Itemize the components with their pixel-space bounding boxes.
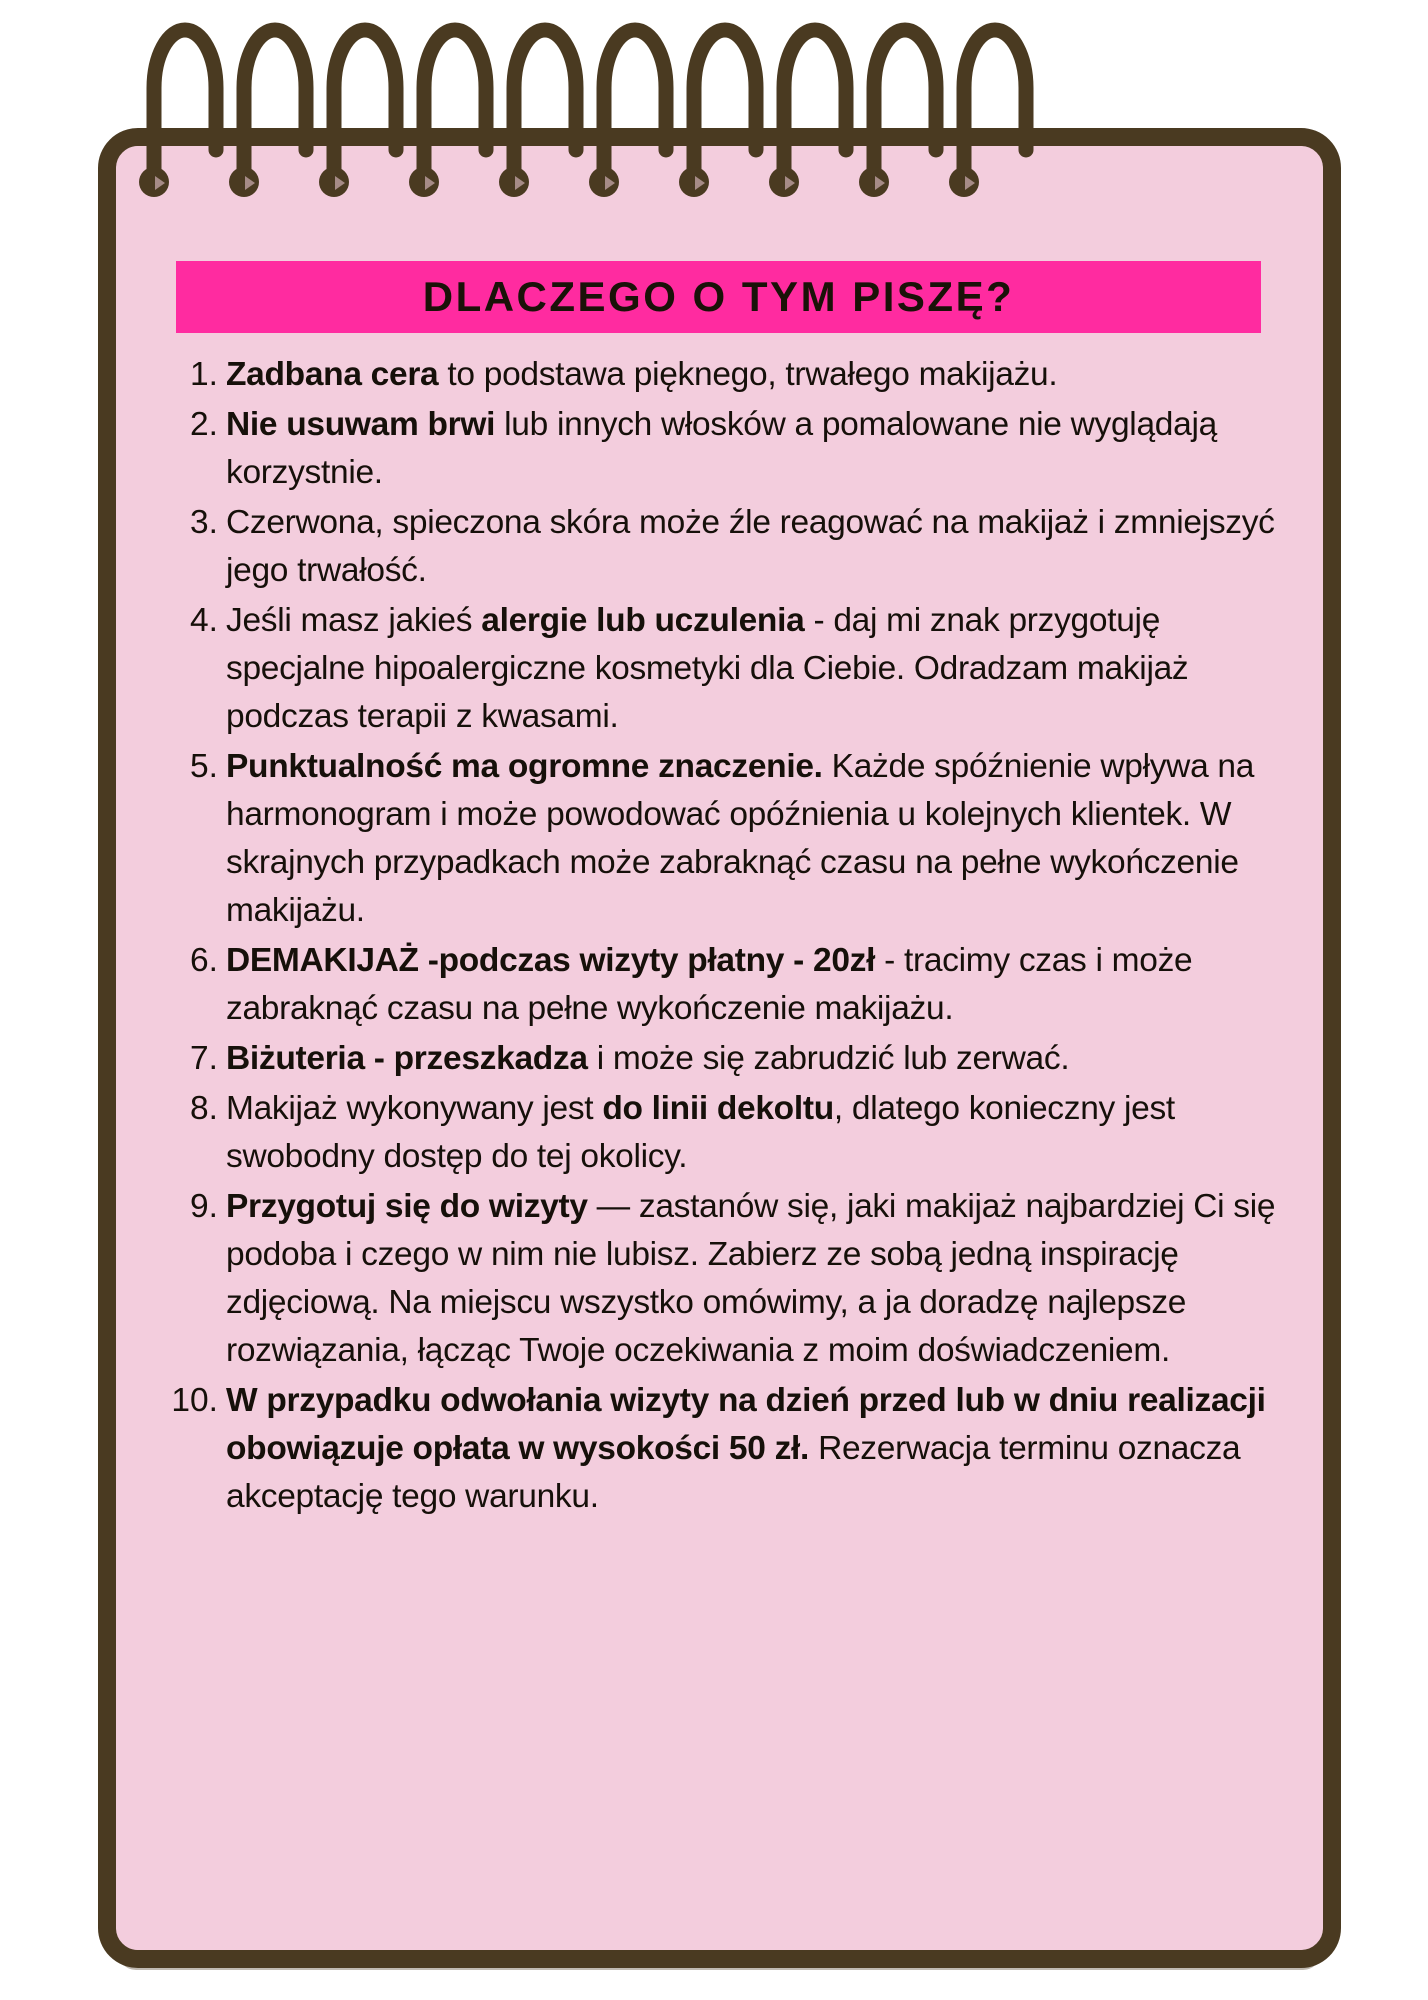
list-item [164,499,1284,595]
notepad [98,128,1341,1968]
list-item-text [226,937,1284,1033]
list-item-text-plain: — zastanów się, jaki makijaż najbardziej Ci się podoba i czego w nim nie lubisz. Zabierz ze sobą jedną inspirację zdjęciową. Na miejscu wszystko omówimy, a ja doradzę najlepsze rozwiązania, łącząc Twoje oczekiwania z moim doświadczeniem. [226,1188,1276,1369]
list-item-text-strong: Przygotuj się do wizyty [226,1188,588,1225]
list-item [164,351,1284,399]
list-item-number: 10. [171,1382,218,1419]
list-item-text-plain: Makijaż wykonywany jest [226,1090,603,1127]
list-item-number: 2. [190,406,218,443]
list-item-text-plain: Jeśli masz jakieś [226,602,482,639]
list-item-text-plain: - daj mi znak przygotuję specjalne hipoalergiczne kosmetyki dla Ciebie. Odradzam makijaż podczas terapii z kwasami. [226,602,1189,735]
list-item-text [226,401,1284,497]
list-item-text [226,499,1284,595]
page-title: DLACZEGO O TYM PISZĘ? [422,273,1015,320]
list-item-number: 6. [190,942,218,979]
list-item [164,743,1284,935]
list-item [164,1377,1284,1521]
list-item-text-strong: Punktualność ma ogromne znaczenie. [226,748,823,785]
list-item [164,1085,1284,1181]
list-item [164,597,1284,741]
list-item-text-strong: do linii dekoltu [602,1090,834,1127]
list-item [164,937,1284,1033]
list-item-text-strong: Nie usuwam brwi [226,406,496,443]
list-item [164,401,1284,497]
list-item-number: 7. [190,1040,218,1077]
list-item-text-strong: DEMAKIJAŻ -podczas wizyty płatny - 20zł [226,942,876,979]
list-item-text [226,1377,1284,1521]
list-item-text [226,1183,1284,1375]
list-item-text-plain: , dlatego konieczny jest swobodny dostęp do tej okolicy. [226,1090,1175,1175]
list-item-number: 9. [190,1188,218,1225]
list-item-text-plain: Rezerwacja terminu oznacza akceptację tego warunku. [226,1430,1241,1515]
list-item-text-plain: lub innych włosków a pomalowane nie wyglądają korzystnie. [226,406,1217,491]
list-item-number: 4. [190,602,218,639]
list-item-number: 8. [190,1090,218,1127]
list-item-text-strong: Zadbana cera [226,356,439,393]
list-item-number: 3. [190,504,218,541]
list-item-text-plain: Każde spóźnienie wpływa na harmonogram i może powodować opóźnienia u kolejnych klientek. W skrajnych przypadkach może zabraknąć czasu na pełne wykończenie makijażu. [226,748,1255,929]
list-item-text-plain: i może się zabrudzić lub zerwać. [587,1040,1070,1077]
list-item-text-strong: alergie lub uczulenia [481,602,805,639]
list-item-text-plain: Czerwona, spieczona skóra może źle reagować na makijaż i zmniejszyć jego trwałość. [226,504,1275,589]
list-item [164,1183,1284,1375]
notepad-paper [116,146,1323,1950]
reasons-list [164,351,1284,1523]
list-item-text-plain: to podstawa pięknego, trwałego makijażu. [438,356,1058,393]
list-item-text [226,351,1284,399]
title-banner [176,261,1261,333]
list-item-text-strong: Biżuteria - przeszkadza [226,1040,588,1077]
list-item-text [226,743,1284,935]
list-item-number: 1. [190,356,218,393]
list-item-text-plain: - tracimy czas i może zabraknąć czasu na pełne wykończenie makijażu. [226,942,1193,1027]
list-item-text [226,1085,1284,1181]
list-item-number: 5. [190,748,218,785]
list-item-text [226,1035,1284,1083]
list-item-text-strong: W przypadku odwołania wizyty na dzień przed lub w dniu realizacji obowiązuje opłata w wysokości 50 zł. [226,1382,1266,1467]
list-item [164,1035,1284,1083]
list-item-text [226,597,1284,741]
